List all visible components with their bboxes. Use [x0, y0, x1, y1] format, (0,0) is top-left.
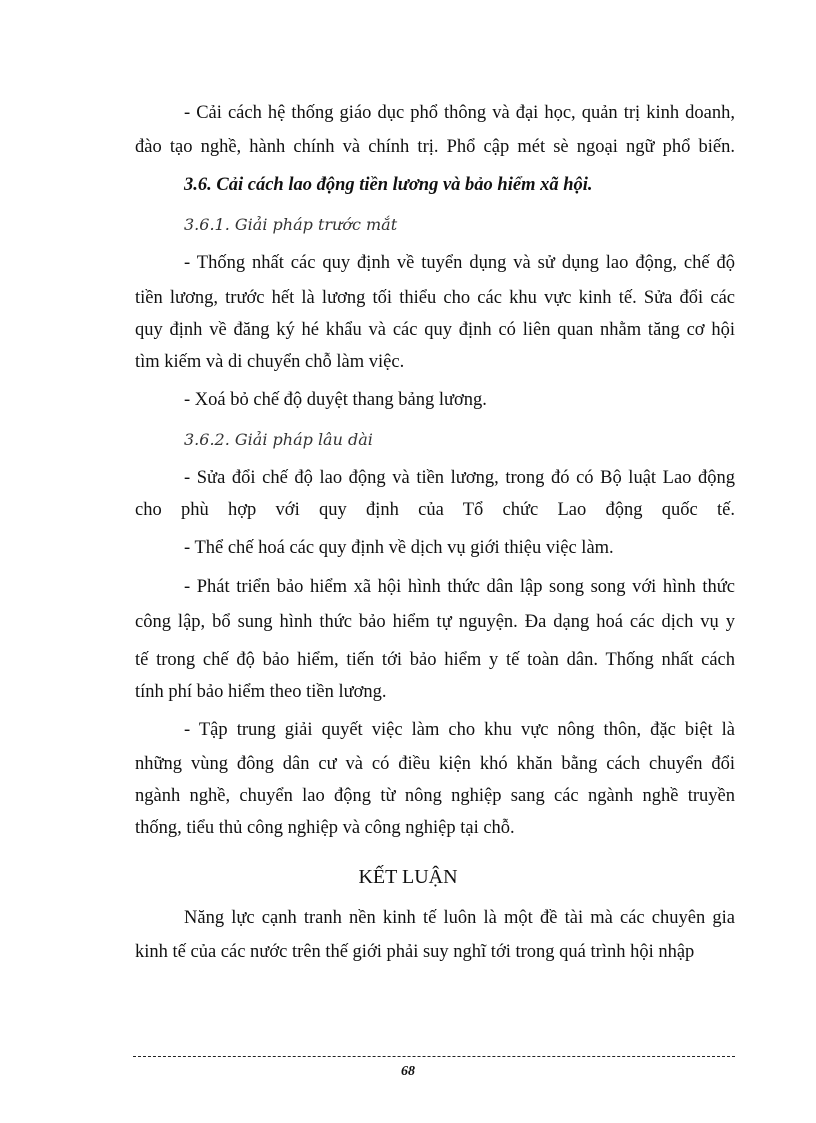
paragraph-line: tính phí bảo hiểm theo tiền lương. [135, 682, 387, 702]
paragraph-line: tìm kiếm và di chuyển chỗ làm việc. [135, 352, 405, 372]
paragraph-line: tế trong chế độ bảo hiểm, tiến tới bảo hiểm y tế toàn dân. Thống nhất cách [135, 650, 735, 670]
paragraph-line: - Cải cách hệ thống giáo dục phổ thông và đại học, quản trị kinh doanh, [184, 103, 735, 123]
section-heading: 3.6. Cải cách lao động tiền lương và bảo hiểm xã hội. [184, 175, 593, 195]
paragraph-line: - Sửa đổi chế độ lao động và tiền lương, trong đó có Bộ luật Lao động [184, 468, 735, 488]
paragraph-line: công lập, bổ sung hình thức bảo hiểm tự nguyện. Đa dạng hoá các dịch vụ y [135, 612, 735, 632]
subsection-heading: 3.6.1. Giải pháp trước mắt [184, 215, 398, 234]
paragraph-line: - Thể chế hoá các quy định về dịch vụ giới thiệu việc làm. [184, 538, 614, 558]
paragraph-line: thống, tiểu thủ công nghiệp và công nghiệp tại chỗ. [135, 818, 515, 838]
paragraph-line: - Thống nhất các quy định về tuyển dụng và sử dụng lao động, chế độ [184, 253, 735, 273]
paragraph-line: - Xoá bỏ chế độ duyệt thang bảng lương. [184, 390, 487, 410]
conclusion-title: KẾT LUẬN [358, 866, 458, 888]
paragraph-line: - Tập trung giải quyết việc làm cho khu vực nông thôn, đặc biệt là [184, 720, 735, 740]
paragraph-line: kinh tế của các nước trên thế giới phải suy nghĩ tới trong quá trình hội nhập [135, 942, 695, 962]
paragraph-line: ngành nghề, chuyển lao động từ nông nghiệp sang các ngành nghề truyền [135, 786, 735, 806]
paragraph-line: đào tạo nghề, hành chính và chính trị. Phổ cập mét sè ngoại ngữ phổ biến. [135, 137, 735, 157]
page-number: 68 [401, 1064, 415, 1079]
paragraph-line: cho phù hợp với quy định của Tổ chức Lao động quốc tế. [135, 500, 735, 520]
paragraph-line: - Phát triển bảo hiểm xã hội hình thức dân lập song song với hình thức [184, 577, 735, 597]
paragraph-line: tiền lương, trước hết là lương tối thiểu cho các khu vực kinh tế. Sửa đổi các [135, 288, 735, 308]
paragraph-line: những vùng đông dân cư và có điều kiện khó khăn bằng cách chuyển đổi [135, 754, 735, 774]
footer-divider [133, 1056, 735, 1057]
paragraph-line: Năng lực cạnh tranh nền kinh tế luôn là một đề tài mà các chuyên gia [184, 908, 735, 928]
paragraph-line: quy định về đăng ký hé khẩu và các quy định có liên quan nhằm tăng cơ hội [135, 320, 735, 340]
subsection-heading: 3.6.2. Giải pháp lâu dài [184, 430, 373, 449]
